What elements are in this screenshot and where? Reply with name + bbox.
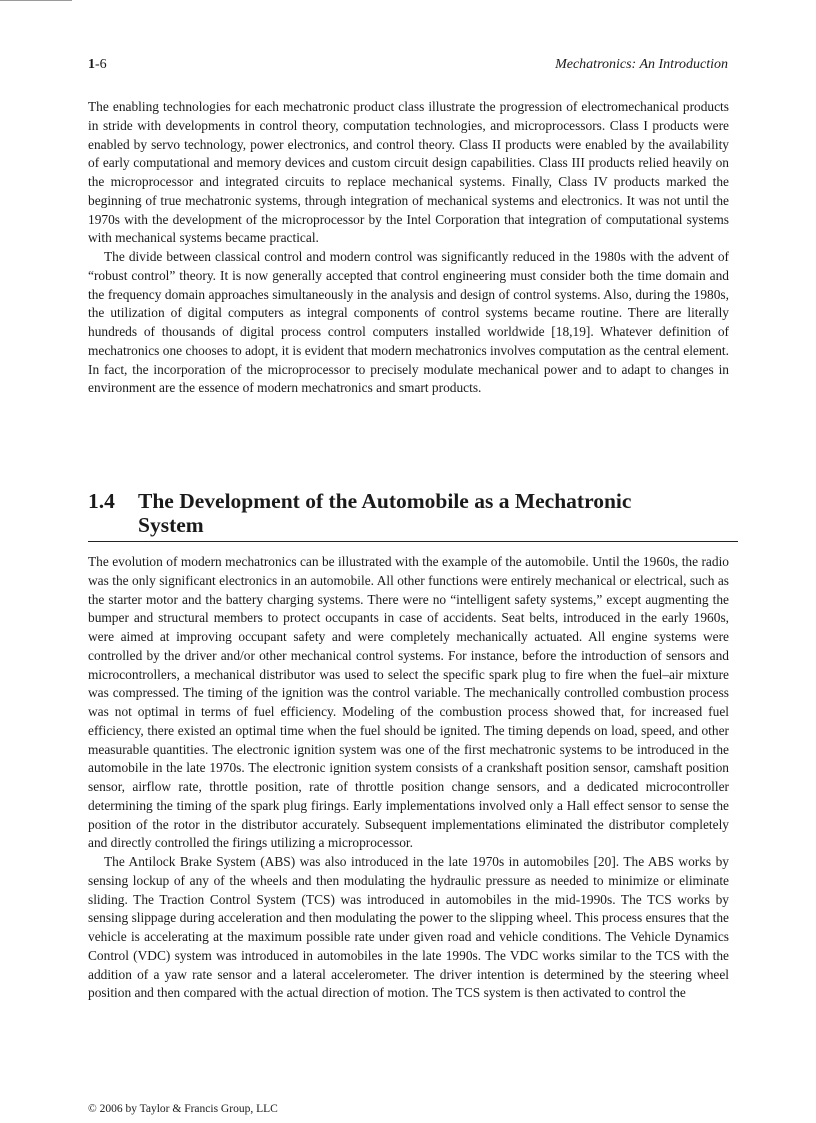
copyright-footer: © 2006 by Taylor & Francis Group, LLC — [88, 1103, 278, 1115]
page-number: 1-6 — [88, 57, 107, 72]
running-title: Mechatronics: An Introduction — [555, 57, 728, 72]
section-number: 1.4 — [88, 489, 115, 513]
section-divider — [88, 541, 738, 542]
section-text — [88, 553, 729, 1003]
running-header — [88, 57, 728, 77]
intro-paragraph: The divide between classical control and modern control was significantly reduced in the 1980s with the advent of “robust control” theory. It is now generally accepted that control engineering must consider both the time domain and the frequency domain approaches simultaneously in the analysis and design of control systems. Also, during the 1980s, the utilization of digital computers as integral components of control systems became routine. There are literally hundreds of thousands of digital process control computers installed worldwide [18,19]. Whatever definition of mechatronics one chooses to adopt, it is evident that modern mechatronics involves computation as the central element. In fact, the incorporation of the microprocessor to precisely modulate mechanical power and to adapt to changes in environment are the essence of modern mechatronics and smart products. — [88, 249, 729, 396]
intro-text — [88, 98, 729, 398]
section-title: The Development of the Automobile as a Mechatronic System — [138, 489, 632, 537]
crop-mark — [0, 0, 72, 1]
intro-paragraph: The enabling technologies for each mechatronic product class illustrate the progression of electromechanical products in stride with developments in control theory, computation technologies, and microprocessors. Class I products were enabled by servo technology, power electronics, and control theory. Class II products were enabled by the availability of early computational and memory devices and custom circuit design capabilities. Class III products relied heavily on the microprocessor and integrated circuits to replace mechanical systems. Finally, Class IV products marked the beginning of true mechatronic systems, through integration of mechanical systems and electronics. It was not until the 1970s with the development of the microprocessor by the Intel Corporation that integration of computational systems with mechanical systems became practical. — [88, 99, 729, 246]
body-paragraph: The Antilock Brake System (ABS) was also introduced in the late 1970s in automobiles [20]. The ABS works by sensing lockup of any of the wheels and then modulating the hydraulic pressure as needed to minimize or eliminate sliding. The Traction Control System (TCS) was introduced in automobiles in the mid-1990s. The TCS works by sensing slippage during acceleration and then modulating the power to the slipping wheel. This process ensures that the vehicle is accelerating at the maximum possible rate under given road and vehicle conditions. The Vehicle Dynamics Control (VDC) system was introduced in automobiles in the late 1990s. The VDC works similar to the TCS with the addition of a yaw rate sensor and a lateral accelerometer. The driver intention is determined by the steering wheel position and then compared with the actual direction of motion. The TCS system is then activated to control the — [88, 854, 729, 1001]
body-paragraph: The evolution of modern mechatronics can be illustrated with the example of the automobile. Until the 1960s, the radio was the only significant electronics in an automobile. All other functions were entirely mechanical or electrical, such as the starter motor and the battery charging systems. There were no “intelligent safety systems,” except augmenting the bumper and structural members to protect occupants in case of accidents. Seat belts, introduced in the early 1960s, were aimed at improving occupant safety and were completely mechanically actuated. All engine systems were controlled by the driver and/or other mechanical control systems. For instance, before the introduction of sensors and microcontrollers, a mechanical distributor was used to select the specific spark plug to fire when the fuel–air mixture was compressed. The timing of the ignition was the control variable. The mechanically controlled combustion process was not optimal in terms of fuel efficiency. Modeling of the combustion process showed that, for increased fuel efficiency, there existed an optimal time when the fuel should be ignited. The timing depends on load, speed, and other measurable quantities. The electronic ignition system was one of the first mechatronic systems to be introduced in the automobile in the late 1970s. The electronic ignition system consists of a crankshaft position sensor, camshaft position sensor, airflow rate, throttle position, rate of throttle position change sensors, and a dedicated microcontroller determining the timing of the spark plug firings. Early implementations involved only a Hall effect sensor to sense the position of the rotor in the distributor accurately. Subsequent implementations eliminated the distributor completely and directly controlled the firings utilizing a microprocessor. — [88, 554, 729, 851]
